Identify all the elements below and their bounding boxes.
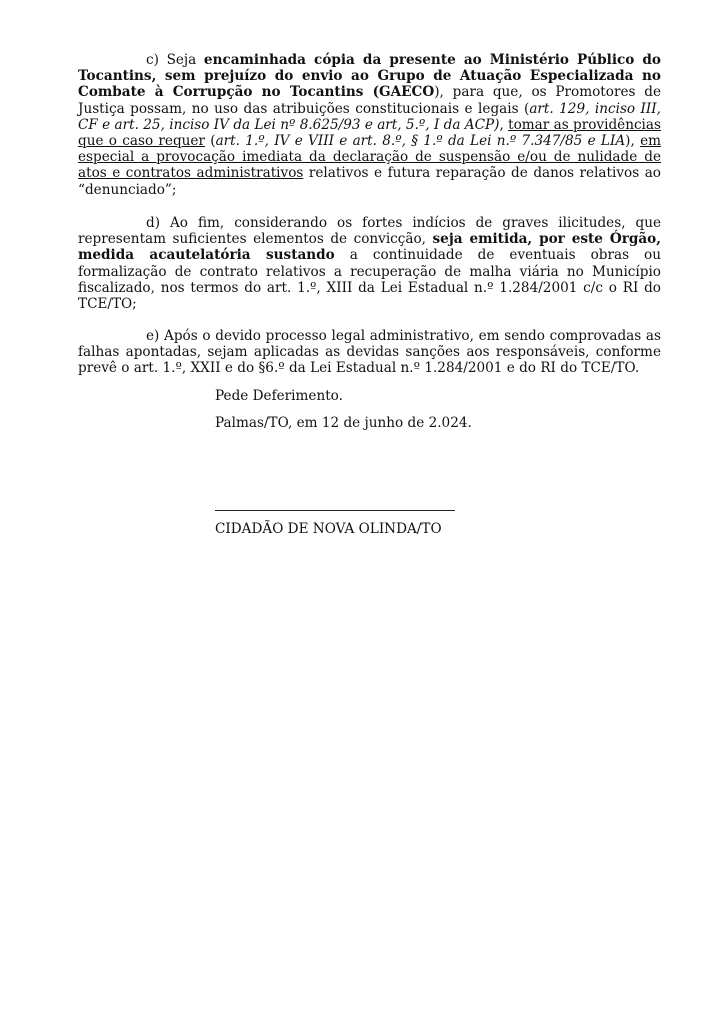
paragraph-c-text-2: ), para que, os Promotores de Justiça possam, no uso das atribuições constitucionais e legais ( [78, 84, 661, 117]
paragraph-c-text-5: ), [625, 133, 641, 150]
paragraph-c-legal-citation: art. 129, inciso III, CF e art. 25, inciso IV da Lei nº 8.625/93 e art, 5.º, I da ACP) [78, 100, 661, 133]
paragraph-c [78, 52, 661, 198]
paragraph-c-intro: c) Seja [146, 52, 204, 68]
paragraph-e [78, 328, 661, 377]
paragraph-d-bold-request: seja emitida, por este Órgão, medida acautelatória sustando [78, 231, 661, 264]
closing-place-date: Palmas/TO, em 12 de junho de 2.024. [215, 415, 472, 431]
paragraph-c-text-4: ( [204, 133, 216, 150]
paragraph-c-bold-request: encaminhada cópia da presente ao Ministério Público do Tocantins, sem prejuízo do envio ao Grupo de Atuação Especializada no Combate à Corrupção no Tocantins (GAECO [78, 52, 661, 101]
paragraph-e-body: e) Após o devido processo legal administrativo, em sendo comprovadas as falhas apontadas, sejam aplicadas as devidas sanções aos responsáveis, conforme prevê o art. 1.º, XXII e do §6.º da Lei Estadual n.º 1.284/2001 e do RI do TCE/TO. [78, 328, 661, 377]
paragraph-c-closing-text: relativos e futura reparação de danos relativos ao “denunciado”; [78, 165, 661, 198]
paragraph-c-text-3: , [499, 116, 509, 133]
paragraph-c-underlined-measures: tomar as providências que o caso requer [78, 116, 661, 150]
signature-name: CIDADÃO DE NOVA OLINDA/TO [215, 521, 442, 537]
paragraph-d [78, 215, 661, 312]
signature-line [215, 510, 455, 511]
paragraph-c-text [78, 52, 661, 198]
paragraph-d-text [78, 215, 661, 312]
paragraph-d-intro: d) Ao fim, considerando os fortes indícios de graves ilicitudes, que representam suficientes elementos de convicção, [78, 215, 661, 248]
paragraph-c-legal-citation-2: art. 1.º, IV e VIII e art. 8.º, § 1.º da Lei n.º 7.347/85 e LIA [215, 133, 626, 150]
paragraph-c-underlined-special: em especial a provocação imediata da declaração de suspensão e/ou de nulidade de atos e contratos administrativos [78, 133, 662, 182]
paragraph-d-closing-text: a continuidade de eventuais obras ou formalização de contrato relativos a recuperação de malha viária no Município fiscalizado, nos termos do art. 1.º, XIII da Lei Estadual n.º 1.284/2001 c/c o RI do TCE/TO; [78, 247, 661, 313]
closing-request: Pede Deferimento. [215, 388, 343, 404]
paragraph-e-text [78, 328, 661, 377]
